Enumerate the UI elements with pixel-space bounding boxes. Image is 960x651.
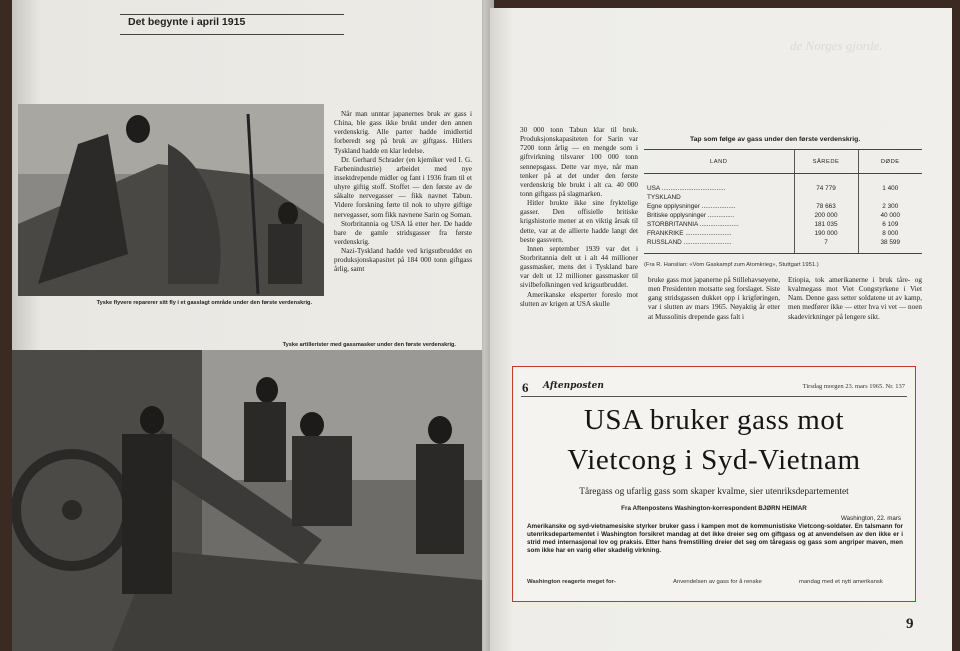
paragraph: 30 000 tonn Tabun klar til bruk. Produksjonskapasiteten for Sarin var 7200 tonn årlig — en mengde som i giftvirkning tilsvarer 100 000 tonn sennepsgass. Dette var mye, når man tenker på at det under den første verdenskrig ble brukt i alt ca. 40 000 tonn giftgass på slagmarken.: [520, 126, 638, 198]
title-rule-top: [120, 14, 344, 15]
chapter-title: Det begynte i april 1915: [128, 16, 246, 28]
right-page: [490, 8, 952, 651]
cell-saarede: [794, 193, 858, 202]
table-row: [644, 174, 922, 194]
paragraph: Nazi-Tyskland hadde ved krigsutbruddet en produksjonskapasitet på 184 000 tonn giftgass årlig, samt: [334, 247, 472, 274]
cell-doede: 38 599: [858, 238, 922, 254]
cell-land: FRANKRIKE ..........................: [647, 230, 732, 237]
photo2-caption: Tyske artillerister med gassmasker under den første verdenskrig.: [282, 342, 456, 348]
clipping-bottom-col-3: mandag med et nytt amerikansk: [799, 579, 883, 585]
cell-saarede: 190 000: [794, 229, 858, 238]
cell-land: TYSKLAND: [647, 194, 681, 201]
paragraph: bruke gass mot japanerne på Stillehavsøyene, men Presidenten motsatte seg forslaget. Siste gang stridsgassen dukket opp i krigføringen, var i slutten av mars 1965. Nøyaktig år etter at Mussolinis drepende gass falt i: [648, 276, 780, 321]
clipping-page-number: 6: [522, 380, 529, 395]
newspaper-masthead: Aftenposten: [543, 381, 604, 391]
headline-line-2: Vietcong i Syd-Vietnam: [567, 444, 861, 476]
clipping-bottom-col-2: Anvendelsen av gass for å renske: [673, 579, 762, 585]
photo1-caption: Tyske flyvere reparerer sitt fly i et gasslagt område under den første verdenskrig.: [96, 300, 312, 306]
title-rule-bottom: [120, 34, 344, 35]
cell-saarede: 74 779: [794, 174, 858, 194]
lead-paragraph: Amerikanske og syd-vietnamesiske styrker bruker gass i kampen mot de kommunistiske Vietcong-soldater. En talsmann for utenriksdepartementet i Washington forsikret mandag at det ikke dreier seg om giftgass og at anvendelsen av den ikke er i strid med internasjonal lov og praksis. Etter hans fremstilling dreier det seg om tåregass og gass som angriper maven, men som ikke har en varig eller skadelig virkning.: [527, 523, 903, 554]
header-saarede: SÅREDE: [794, 150, 858, 174]
cell-doede: 8 000: [858, 229, 922, 238]
gas-casualties-table: [644, 149, 922, 254]
table-row: [644, 193, 922, 202]
cell-saarede: 181 035: [794, 220, 858, 229]
paragraph: Dr. Gerhard Schrader (en kjemiker ved I. G. Farbenindustrie) arbeidet med nye insektdrepende midler og fant i 1936 fram til et uhyre giftig stoff. Stoffet — den første av de såkalte nervegasser — fikk navnet Tabun. Videre forskning førte til nok to uhyre giftige nervegasser, som fikk navnene Sarin og Soman.: [334, 155, 472, 219]
cell-land: RUSSLAND ...........................: [644, 238, 794, 254]
cell-doede: 2 300: [858, 202, 922, 211]
headline-line-1: USA bruker gass mot: [583, 404, 845, 436]
table-row: [644, 238, 922, 254]
header-land: LAND: [644, 150, 794, 174]
left-page: [12, 0, 482, 651]
cell-doede: 40 000: [858, 211, 922, 220]
cell-doede: [858, 193, 922, 202]
cell-land: USA ....................................: [647, 185, 726, 192]
header-doede: DØDE: [858, 150, 922, 174]
paragraph: Innen september 1939 var det i Storbritannia delt ut i alt 44 millioner gassmasker, mens det i Tyskland bare var delt ut 12 millioner gassmasker til sivilbefolkningen ved krigsutbruddet.: [520, 244, 638, 290]
cell-saarede: 78 663: [794, 202, 858, 211]
cell-land: Egne opplysninger ...................: [647, 203, 736, 210]
byline: Fra Aftenpostens Washington-korrespondent BJØRN HEIMAR: [621, 505, 807, 512]
clipping-date: Tirsdag morgen 23. mars 1965. Nr. 137: [802, 383, 905, 390]
cell-saarede: 7: [794, 238, 858, 254]
dateline: Washington, 22. mars: [841, 515, 901, 522]
cell-land: Britiske opplysninger ...............: [647, 212, 735, 219]
newspaper-clipping: [512, 366, 916, 602]
right-article-column-1: [520, 126, 638, 309]
table-row: [644, 211, 922, 220]
cell-saarede: 200 000: [794, 211, 858, 220]
show-through-text: de Norges gjorde.: [790, 38, 883, 53]
cell-land: STORBRITANNIA ......................: [647, 221, 739, 228]
paragraph: Hitler brukte ikke sine fryktelige gasser. Den offisielle britiske krigshistorie mener at en viktig årsak til dette, var at de allierte hadde langt det beste gassvern.: [520, 199, 638, 244]
page-number: 9: [906, 616, 914, 632]
photo-pilots-repairing-plane: [18, 104, 324, 296]
cell-doede: 6 109: [858, 220, 922, 229]
paragraph: Etiopia, tok amerikanerne i bruk tåre- og kvalmegass mot Viet Congstyrkene i Viet Nam. Denne gass setter soldatene ut av kamp, men medfører ikke — etter hva vi vet — noen skadevirkninger på lengere sikt.: [788, 276, 922, 321]
clipping-bottom-col-1: Washington reagerte meget for-: [527, 579, 616, 585]
table-source: (Fra R. Hanslian: «Vom Gaskampf zum Atomkrieg», Stuttgart 1951.): [644, 262, 819, 268]
masthead-rule: [521, 396, 907, 397]
paragraph: Storbritannia og USA lå etter her. De hadde bare de gamle stridsgasser fra første verdenskrig.: [334, 219, 472, 246]
right-article-column-2: [648, 276, 780, 322]
table-title: Tap som følge av gass under den første verdenskrig.: [690, 136, 861, 143]
paragraph: Når man unntar japanernes bruk av gass i China, ble gass ikke brukt under den annen verdenskrig. Alle parter hadde imidlertid forberedt seg på bruk av giftgass. Hitlers Tyskland hadde en klar ledelse.: [334, 110, 472, 155]
table-row: [644, 202, 922, 211]
table-header-row: [644, 150, 922, 174]
subheadline: Tåregass og ufarlig gass som skaper kvalme, sier utenriksdepartementet: [579, 487, 849, 497]
paragraph: Amerikanske eksperter foreslo mot slutten av krigen at USA skulle: [520, 290, 638, 308]
left-article-column: [334, 110, 472, 275]
table-row: [644, 220, 922, 229]
photo-artillery-gas-masks: [12, 350, 482, 651]
right-article-column-3: [788, 276, 922, 322]
cell-doede: 1 400: [858, 174, 922, 194]
table-row: [644, 229, 922, 238]
